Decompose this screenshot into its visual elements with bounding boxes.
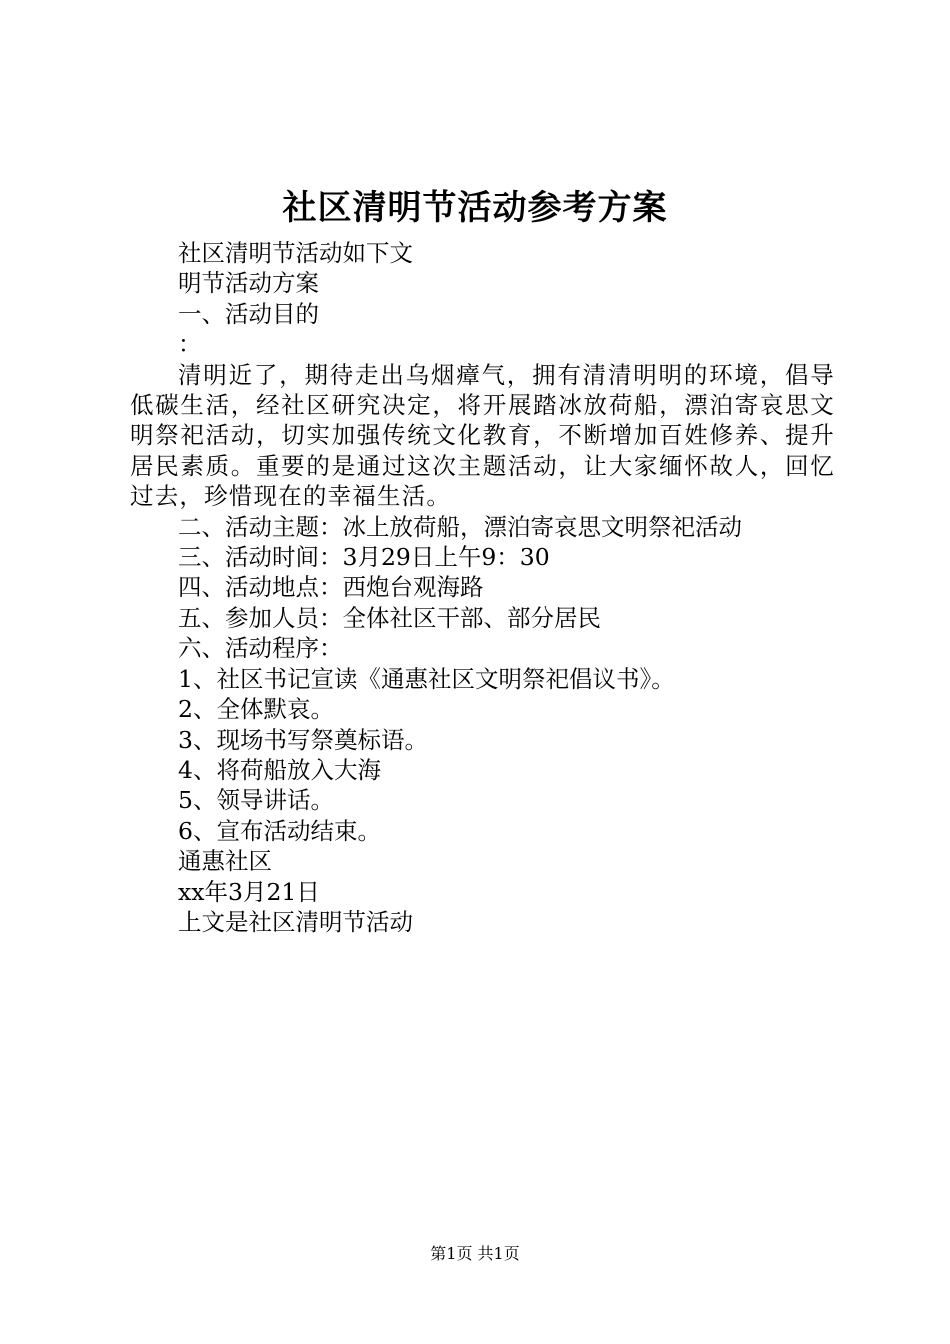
intro-colon: ： [178, 330, 202, 359]
page-footer: 第1页 共1页 [430, 1244, 520, 1263]
section-heading-purpose: 一、活动目的 [178, 299, 319, 328]
intro-line: 明节活动方案 [178, 269, 319, 298]
signature: 通惠社区 [178, 847, 272, 876]
document-title: 社区清明节活动参考方案 [282, 188, 668, 228]
procedure-item: 1、社区书记宣读《通惠社区文明祭祀倡议书》。 [178, 664, 675, 693]
section-time: 三、活动时间：3月29日上午9：30 [178, 543, 550, 572]
section-theme: 二、活动主题：冰上放荷船，漂泊寄哀思文明祭祀活动 [178, 512, 742, 541]
document-body [130, 238, 835, 937]
document-date: xx年3月21日 [178, 877, 320, 906]
purpose-paragraph: 清明近了，期待走出乌烟瘴气，拥有清清明明的环境，倡导低碳生活，经社区研究决定，将开展踏冰放荷船，漂泊寄哀思文明祭祀活动，切实加强传统文化教育，不断增加百姓修养、提升居民素质。重要的是通过这次主题活动，让大家缅怀故人，回忆过去，珍惜现在的幸福生活。 [130, 360, 835, 511]
section-location: 四、活动地点：西炮台观海路 [178, 573, 484, 602]
procedure-item: 4、将荷船放入大海 [178, 755, 381, 784]
procedure-item: 3、现场书写祭奠标语。 [178, 725, 428, 754]
procedure-item: 5、领导讲话。 [178, 786, 334, 815]
intro-line: 社区清明节活动如下文 [178, 239, 413, 267]
procedure-item: 6、宣布活动结束。 [178, 816, 381, 845]
closing-line: 上文是社区清明节活动 [178, 907, 413, 936]
section-procedure-heading: 六、活动程序： [178, 634, 343, 663]
section-participants: 五、参加人员：全体社区干部、部分居民 [178, 603, 601, 632]
procedure-item: 2、全体默哀。 [178, 695, 334, 724]
